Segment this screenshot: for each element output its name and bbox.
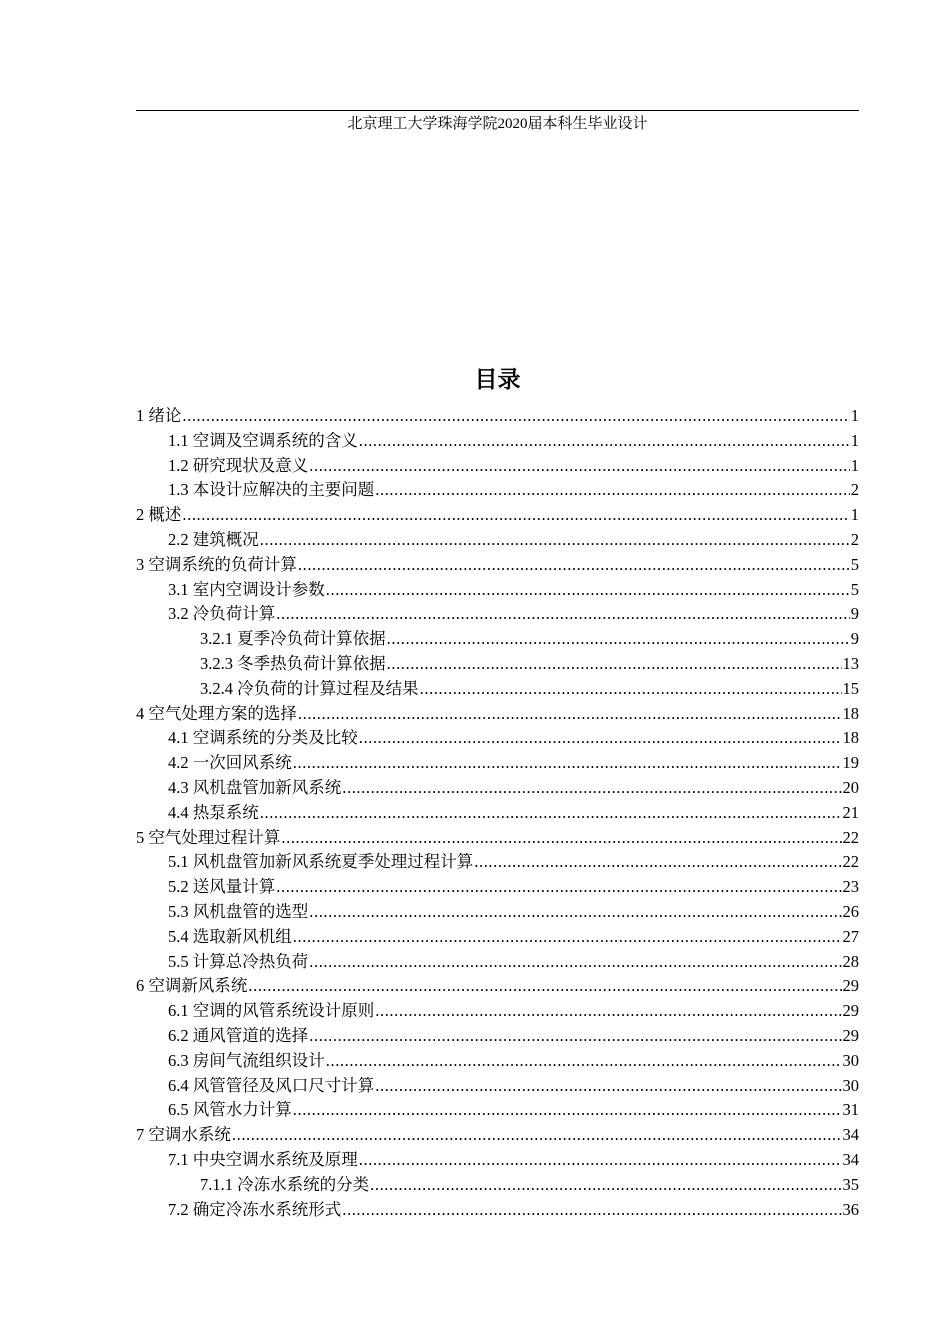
toc-leader-dots: [281, 826, 841, 851]
toc-entry-page: 31: [842, 1100, 859, 1120]
toc-entry-label: 2 概述: [136, 505, 182, 525]
toc-leader-dots: [342, 776, 841, 801]
toc-entry-page: 34: [842, 1125, 859, 1145]
toc-entry[interactable]: [136, 1123, 859, 1148]
toc-entry-page: 2: [850, 529, 859, 549]
toc-leader-dots: [375, 999, 841, 1024]
toc-entry-label: 4.3 风机盘管加新风系统: [168, 777, 342, 797]
toc-entry[interactable]: [168, 900, 859, 925]
toc-leader-dots: [375, 478, 850, 503]
toc-leader-dots: [474, 850, 841, 875]
toc-entry-label: 5.4 选取新风机组: [168, 926, 292, 946]
toc-entry[interactable]: [168, 578, 859, 603]
toc-leader-dots: [260, 801, 842, 826]
toc-leader-dots: [375, 1074, 841, 1099]
toc-entry[interactable]: [200, 652, 859, 677]
toc-leader-dots: [342, 1198, 841, 1223]
toc-entry[interactable]: [168, 602, 859, 627]
toc-entry-page: 19: [842, 753, 859, 773]
toc-leader-dots: [309, 1024, 841, 1049]
toc-entry-page: 35: [842, 1174, 859, 1194]
toc-entry-page: 1: [850, 430, 859, 450]
toc-entry[interactable]: [168, 1024, 859, 1049]
toc-entry-label: 7 空调水系统: [136, 1125, 231, 1145]
toc-entry-label: 7.1 中央空调水系统及原理: [168, 1149, 358, 1169]
toc-entry-label: 7.1.1 冷冻水系统的分类: [200, 1174, 370, 1194]
toc-entry-label: 5.5 计算总冷热负荷: [168, 951, 309, 971]
toc-leader-dots: [298, 553, 850, 578]
toc-leader-dots: [248, 974, 841, 999]
toc-entry-page: 15: [842, 678, 859, 698]
toc-entry-page: 5: [850, 554, 859, 574]
toc-entry-page: 18: [842, 703, 859, 723]
toc-entry-label: 1.2 研究现状及意义: [168, 455, 309, 475]
toc-entry-label: 4 空气处理方案的选择: [136, 703, 297, 723]
toc-leader-dots: [359, 429, 850, 454]
toc-entry-label: 1.1 空调及空调系统的含义: [168, 430, 358, 450]
toc-entry-page: 22: [842, 827, 859, 847]
toc-leader-dots: [182, 503, 849, 528]
toc-entry-label: 5.3 风机盘管的选型: [168, 901, 309, 921]
toc-entry[interactable]: [168, 429, 859, 454]
toc-entry-label: 3.2 冷负荷计算: [168, 604, 276, 624]
toc-entry[interactable]: [168, 925, 859, 950]
toc-entry-label: 1.3 本设计应解决的主要问题: [168, 480, 375, 500]
table-of-contents: [0, 404, 950, 1222]
toc-entry[interactable]: [168, 478, 859, 503]
toc-entry[interactable]: [136, 702, 859, 727]
toc-entry[interactable]: [168, 1148, 859, 1173]
toc-entry-page: 23: [842, 877, 859, 897]
toc-entry-page: 18: [842, 728, 859, 748]
toc-entry-label: 6.2 通风管道的选择: [168, 1025, 309, 1045]
toc-entry-label: 6.5 风管水力计算: [168, 1100, 292, 1120]
toc-leader-dots: [309, 950, 841, 975]
toc-entry[interactable]: [200, 627, 859, 652]
toc-entry-page: 28: [842, 951, 859, 971]
toc-leader-dots: [359, 1148, 842, 1173]
toc-entry[interactable]: [136, 974, 859, 999]
page-header: 北京理工大学珠海学院2020届本科生毕业设计: [347, 116, 648, 132]
toc-leader-dots: [420, 677, 842, 702]
toc-entry-page: 1: [850, 406, 859, 425]
toc-leader-dots: [182, 404, 849, 429]
toc-entry[interactable]: [168, 950, 859, 975]
toc-entry-page: 1: [850, 505, 859, 525]
toc-entry-page: 36: [842, 1199, 859, 1219]
toc-entry-page: 30: [842, 1075, 859, 1095]
toc-leader-dots: [293, 1098, 842, 1123]
toc-entry[interactable]: [136, 404, 859, 429]
toc-entry[interactable]: [168, 999, 859, 1024]
toc-leader-dots: [387, 652, 842, 677]
toc-entry[interactable]: [168, 875, 859, 900]
toc-entry-page: 27: [842, 926, 859, 946]
toc-entry-label: 3 空调系统的负荷计算: [136, 554, 297, 574]
toc-entry[interactable]: [168, 1098, 859, 1123]
toc-entry[interactable]: [168, 776, 859, 801]
toc-leader-dots: [298, 702, 842, 727]
toc-entry-page: 9: [850, 629, 859, 649]
toc-entry-label: 3.2.1 夏季冷负荷计算依据: [200, 629, 386, 649]
toc-entry-label: 4.4 热泵系统: [168, 802, 259, 822]
toc-entry[interactable]: [168, 726, 859, 751]
toc-entry[interactable]: [168, 801, 859, 826]
toc-entry-label: 6 空调新风系统: [136, 976, 248, 996]
toc-entry[interactable]: [168, 751, 859, 776]
toc-entry-label: 4.2 一次回风系统: [168, 753, 292, 773]
toc-entry[interactable]: [200, 1173, 859, 1198]
toc-entry-page: 34: [842, 1149, 859, 1169]
toc-leader-dots: [276, 875, 841, 900]
toc-entry-label: 3.2.4 冷负荷的计算过程及结果: [200, 678, 419, 698]
toc-leader-dots: [359, 726, 842, 751]
toc-entry-label: 6.3 房间气流组织设计: [168, 1050, 325, 1070]
toc-entry[interactable]: [168, 528, 859, 553]
toc-leader-dots: [276, 602, 850, 627]
toc-entry-page: 29: [842, 1025, 859, 1045]
toc-entry-page: 5: [850, 579, 859, 599]
toc-entry[interactable]: [168, 1198, 859, 1223]
toc-entry-label: 6.1 空调的风管系统设计原则: [168, 1001, 375, 1021]
toc-entry-page: 9: [850, 604, 859, 624]
toc-entry[interactable]: [168, 1074, 859, 1099]
toc-entry-label: 2.2 建筑概况: [168, 529, 259, 549]
toc-entry-page: 29: [842, 1001, 859, 1021]
toc-entry-label: 4.1 空调系统的分类及比较: [168, 728, 358, 748]
toc-leader-dots: [293, 751, 842, 776]
toc-leader-dots: [260, 528, 850, 553]
toc-entry-label: 5 空气处理过程计算: [136, 827, 281, 847]
toc-entry-page: 22: [842, 852, 859, 872]
toc-leader-dots: [326, 1049, 842, 1074]
toc-entry-page: 26: [842, 901, 859, 921]
toc-entry-page: 30: [842, 1050, 859, 1070]
toc-entry-label: 7.2 确定冷冻水系统形式: [168, 1199, 342, 1219]
toc-entry-page: 21: [842, 802, 859, 822]
toc-leader-dots: [387, 627, 850, 652]
toc-entry[interactable]: [136, 553, 859, 578]
toc-leader-dots: [370, 1173, 841, 1198]
toc-leader-dots: [326, 578, 850, 603]
toc-leader-dots: [232, 1123, 842, 1148]
toc-entry[interactable]: [136, 503, 859, 528]
toc-entry-label: 5.1 风机盘管加新风系统夏季处理过程计算: [168, 852, 474, 872]
toc-entry-label: 3.2.3 冬季热负荷计算依据: [200, 653, 386, 673]
toc-entry-label: 3.1 室内空调设计参数: [168, 579, 325, 599]
toc-entry-page: 2: [850, 480, 859, 500]
toc-entry-label: 6.4 风管管径及风口尺寸计算: [168, 1075, 375, 1095]
toc-entry-page: 1: [850, 455, 859, 475]
toc-entry[interactable]: [168, 850, 859, 875]
toc-entry[interactable]: [168, 454, 859, 479]
header-rule: [136, 110, 859, 111]
toc-entry-label: 1 绪论: [136, 406, 182, 425]
toc-entry-page: 13: [842, 653, 859, 673]
toc-entry-label: 5.2 送风量计算: [168, 877, 276, 897]
toc-leader-dots: [309, 900, 841, 925]
toc-entry[interactable]: [200, 677, 859, 702]
toc-entry[interactable]: [136, 826, 859, 851]
toc-leader-dots: [309, 454, 850, 479]
toc-title: 目录: [474, 367, 521, 393]
toc-entry-page: 29: [842, 976, 859, 996]
toc-entry[interactable]: [168, 1049, 859, 1074]
toc-entry-page: 20: [842, 777, 859, 797]
toc-leader-dots: [293, 925, 842, 950]
